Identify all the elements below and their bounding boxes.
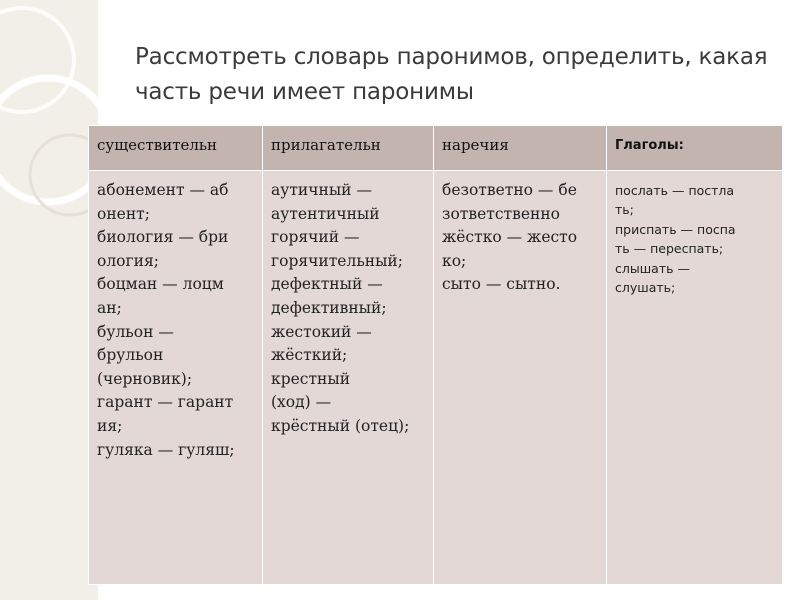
cell-line: аутичный — [271,181,372,199]
cell-adverbs-text [434,171,606,297]
cell-line: жёстко — жесто [442,228,578,247]
header-adjectives: прилагательн [263,126,434,171]
cell-adjectives-text [263,171,433,439]
cell-line: крёстный (отец); [271,416,410,435]
cell-verbs-text [607,171,782,297]
cell-line: ан; [97,298,122,317]
cell-line: боцман — лоцм [97,275,224,294]
cell-line: горячий — [271,228,360,247]
cell-line: ология; [97,251,159,270]
cell-line: (ход) — [271,393,332,412]
cell-line: (черновик); [97,369,193,388]
cell-line: сыто — сытно. [442,275,561,294]
slide-title: Рассмотреть словарь паронимов, определить, какая часть речи имеет паронимы [135,44,768,105]
cell-line: биология — бри [97,228,229,247]
header-verbs: Глаголы: [607,126,783,171]
cell-line: дефектный — [271,275,383,294]
cell-line: безответно — бе [442,181,577,199]
header-nouns: существительн [89,126,263,171]
cell-line: слушать; [615,280,676,296]
cell-line: дефективный; [271,298,387,317]
cell-line: жестокий — [271,322,372,341]
cell-nouns [89,171,263,585]
cell-line: ко; [442,251,467,270]
cell-line: зответственно [442,204,560,223]
cell-line: брульон [97,346,164,365]
cell-line: онент; [97,204,150,223]
cell-line: ть — переспать; [615,241,724,257]
header-adverbs: наречия [434,126,607,171]
cell-line: аутентичный [271,204,380,223]
cell-verbs [607,171,783,585]
cell-line: крестный [271,369,351,388]
cell-line: приспать — поспа [615,221,736,237]
cell-line: гарант — гарант [97,393,234,412]
cell-line: слышать — [615,260,690,276]
cell-line: абонемент — аб [97,181,229,199]
cell-line: гуляка — гуляш; [97,440,235,459]
cell-line: послать — постла [615,183,735,198]
table-header-row [89,126,783,171]
cell-line: горячительный; [271,251,403,270]
cell-line: жёсткий; [271,346,348,365]
cell-adjectives [263,171,434,585]
cell-nouns-text [89,171,262,462]
cell-line: ть; [615,202,634,218]
cell-adverbs [434,171,607,585]
table-body-row [89,171,783,585]
cell-line: бульон — [97,322,174,341]
cell-line: ия; [97,416,123,435]
paronyms-table [88,125,783,585]
